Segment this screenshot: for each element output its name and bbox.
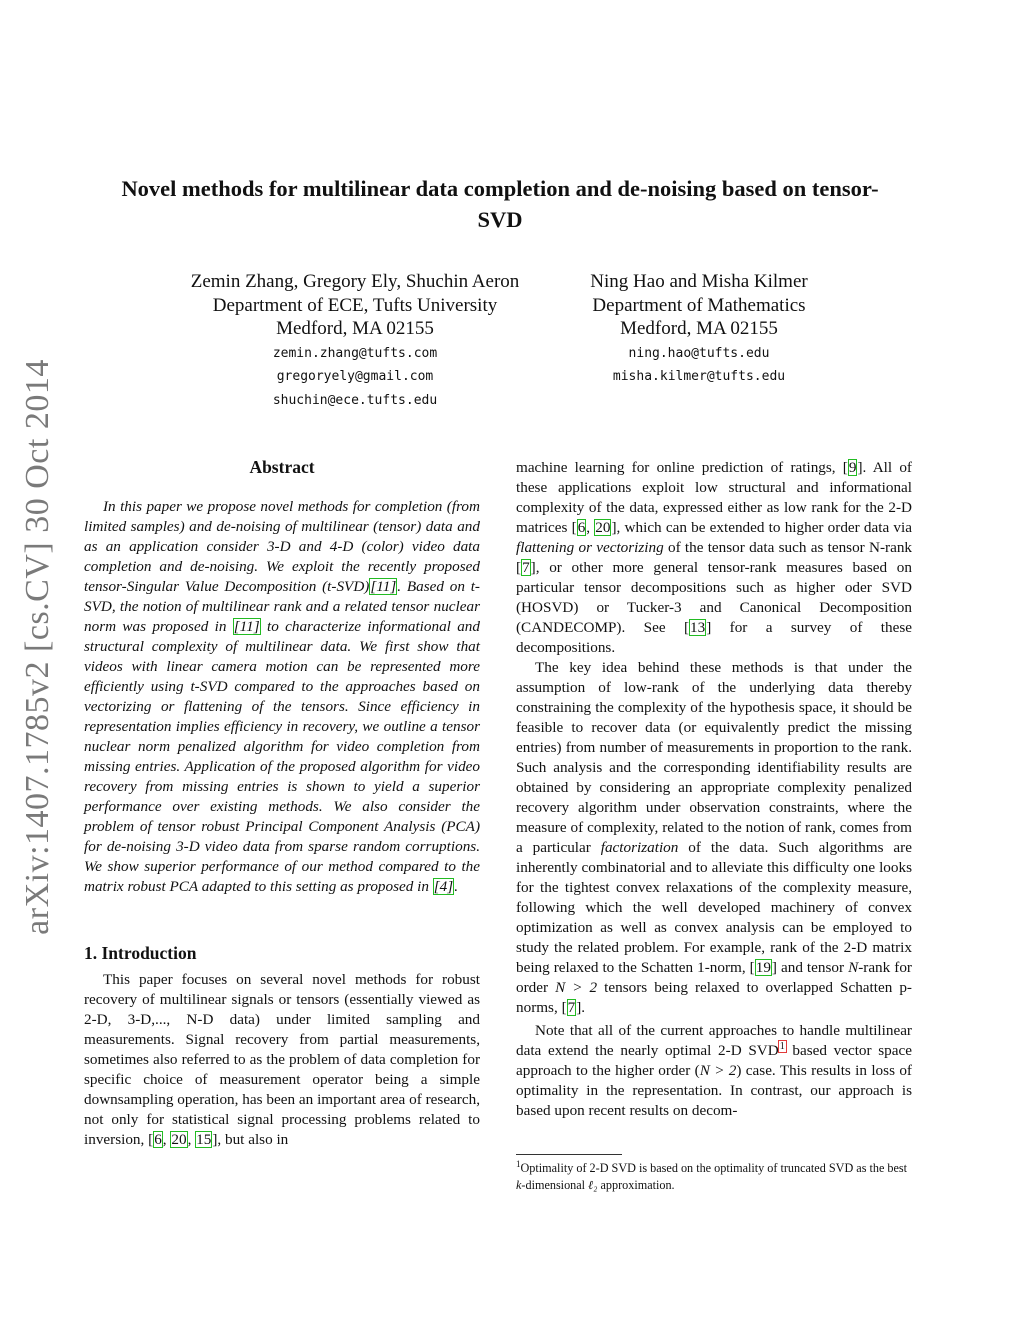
arxiv-side-stamp — [16, 359, 60, 935]
citation-link[interactable]: [4] — [433, 878, 454, 895]
citation-link[interactable]: 20 — [171, 1131, 187, 1148]
footnote-divider — [516, 1154, 622, 1155]
footnote-link[interactable]: 1 — [779, 1040, 785, 1052]
paper-title: Novel methods for multilinear data completion and de-noising based on tensor-SVD — [121, 176, 879, 232]
author-block-2 — [560, 270, 838, 389]
citation-link[interactable]: 7 — [522, 559, 530, 576]
author-department: Department of Mathematics — [592, 294, 806, 316]
author-names: Zemin Zhang, Gregory Ely, Shuchin Aeron — [190, 271, 520, 292]
author-email[interactable]: misha.kilmer@tufts.edu — [612, 369, 786, 384]
author-address: Medford, MA 02155 — [276, 318, 434, 339]
author-email[interactable]: gregoryely@gmail.com — [276, 369, 434, 384]
citation-link[interactable]: 7 — [567, 999, 576, 1016]
author-block-1 — [170, 270, 540, 412]
citation-link[interactable]: [11] — [370, 578, 397, 595]
citation-link[interactable]: 6 — [154, 1131, 162, 1148]
body-paragraph: machine learning for online prediction of ratings, [9]. All of these applications exploit low structural and informational complexity of the data, expressed either as low rank for the 2-D matrices [6, 20], which can be extended to higher order data via flattening or vectorizing of the tensor data such as tensor N-rank [7], or other more general tensor-rank measures based on particular tensor decompositions such as higher oder SVD (HOSVD) or Tucker-3 and Canonical Decomposition (CANDECOMP). See [13] for a survey of these decompositions. — [516, 459, 913, 656]
author-address: Medford, MA 02155 — [620, 318, 778, 339]
author-names: Ning Hao and Misha Kilmer — [590, 271, 808, 292]
arxiv-identifier: arXiv:1407.1785v2 [cs.CV] 30 Oct 2014 — [19, 359, 56, 935]
section-heading-introduction: 1. Introduction — [84, 943, 197, 963]
author-department: Department of ECE, Tufts University — [212, 294, 498, 316]
footnote: $^1$Optimality of 2-D SVD is based on the optimality of truncated SVD as the best k-dimensional ℓ₂ approximation. — [516, 1158, 908, 1192]
author-email[interactable]: ning.hao@tufts.edu — [628, 345, 770, 361]
left-column — [84, 455, 480, 1150]
citation-link[interactable]: 15 — [196, 1131, 212, 1148]
abstract-text: In this paper we propose novel methods for completion (from limited samples) and de-noising of multilinear (tensor) data and as an application consider 3-D and 4-D (color) video data completion and de-noising. We exploit the recently proposed tensor-Singular Value Decomposition (t-SVD)[11]. Based on t-SVD, the notion of multilinear rank and a related tensor nuclear norm was proposed in [11] to characterize informational and structural complexity of multilinear data. We first show that videos with linear camera motion can be represented more efficiently using t-SVD compared to the approaches based on vectorizing or flattening of the tensors. Since efficiency in representation implies efficiency in recovery, we outline a tensor nuclear norm penalized algorithm for video completion from missing entries. Application of the proposed algorithm for video recovery from missing entries is shown to yield a superior performance over existing methods. We also consider the problem of tensor robust Principal Component Analysis (PCA) for de-noising 3-D video data from sparse random corruptions. We show superior performance of our method compared to the matrix robust PCA adapted to this setting as proposed in [4]. — [84, 498, 480, 895]
citation-link[interactable]: 20 — [595, 519, 611, 536]
right-column — [516, 458, 912, 1121]
author-email[interactable]: shuchin@ece.tufts.edu — [272, 392, 438, 408]
citation-link[interactable]: 19 — [755, 959, 771, 976]
citation-link[interactable]: 13 — [690, 619, 706, 636]
body-paragraph: The key idea behind these methods is that under the assumption of low-rank of the underlying data thereby constraining the complexity of the hypothesis space, it should be feasible to recover data (or equivalently predict the missing entries) from number of measurements in proportion to the rank. Such analysis and the corresponding identifiability results are obtained by considering an appropriate complexity penalized recovery algorithm under observation constraints, where the measure of complexity, related to the notion of rank, comes from a particular factorization of the data. Such algorithms are inherently combinatorial and to alleviate this difficulty one looks for the tightest convex relaxations of the complexity measure, following which the well developed machinery of convex optimization as well as convex analysis can be employed to study the related problem. For example, rank of the 2-D matrix being relaxed to the Schatten 1-norm, [19] and tensor N-rank for order N > 2 tensors being relaxed to overlapped Schatten p-norms, [7]. — [516, 659, 912, 1016]
citation-link[interactable]: 6 — [577, 519, 586, 536]
citation-link[interactable]: [11] — [233, 618, 260, 635]
abstract-heading: Abstract — [249, 457, 315, 477]
intro-paragraph: This paper focuses on several novel methods for robust recovery of multilinear signals or tensors (essentially viewed as 2-D, 3-D,..., N-D data) under limited sampling and measurements. Signal recovery from partial measurements, sometimes also referred to as the problem of data completion for specific choice of measurement operator being a simple downsampling operation, has been an important area of research, not only for statistical signal processing problems related to inversion, [6, 20, 15], but also in — [84, 971, 480, 1148]
citation-link[interactable]: 9 — [848, 459, 857, 476]
author-email[interactable]: zemin.zhang@tufts.com — [272, 345, 438, 361]
body-paragraph: Note that all of the current approaches to handle multilinear data extend the nearly optimal 2-D SVD$^1$ based vector space approach to the higher order (N > 2) case. This results in loss of optimality in the representation. In contrast, our approach is based upon recent results on decom- — [516, 1022, 912, 1119]
